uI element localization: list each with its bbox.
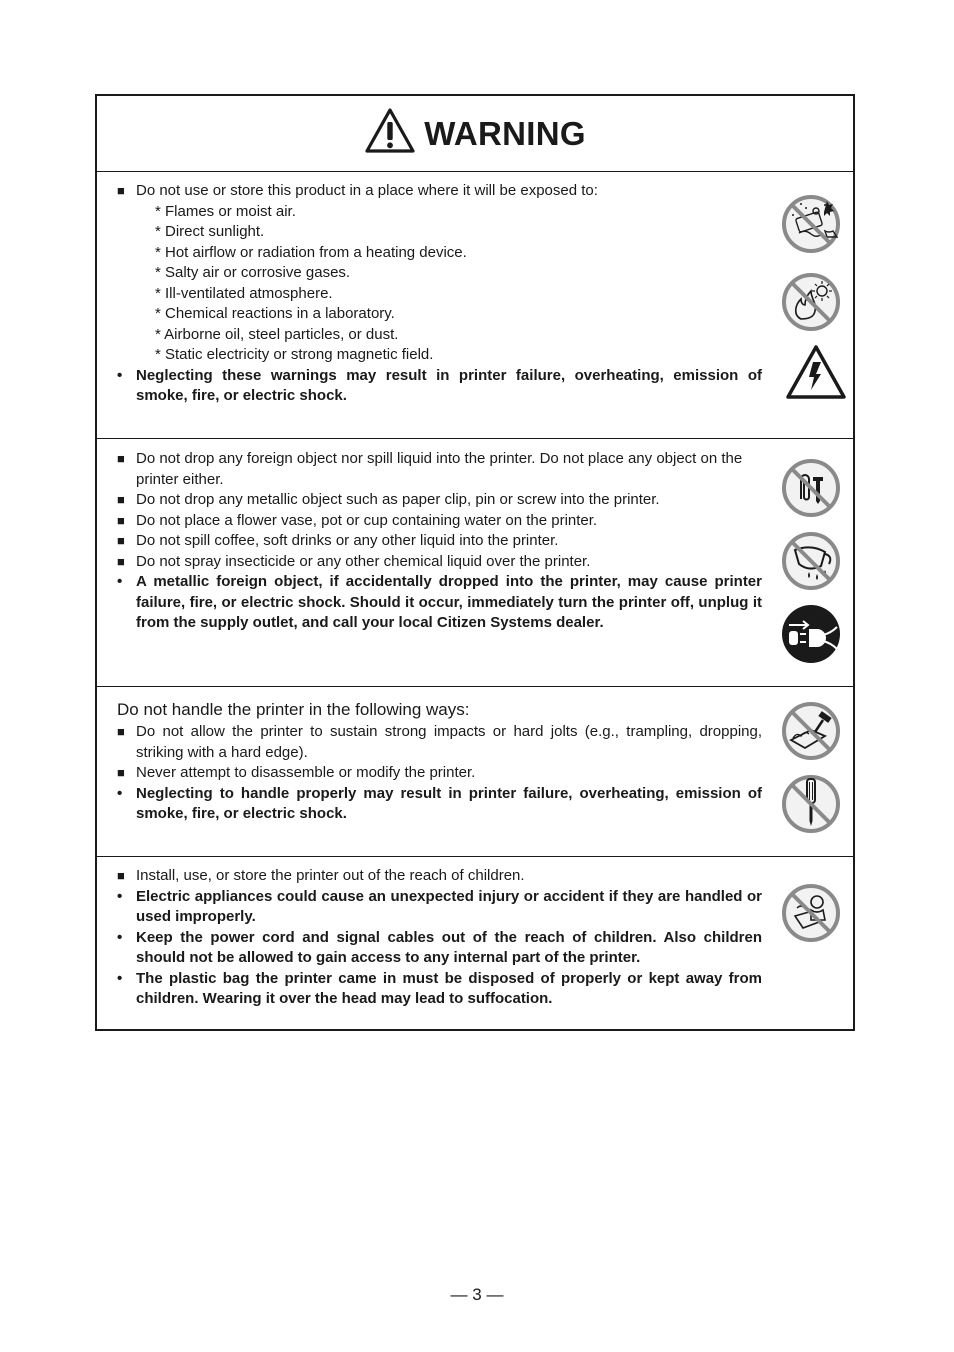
list-item: * Direct sunlight. xyxy=(155,223,265,240)
section-handling xyxy=(97,687,853,857)
square-bullet-icon: ■ xyxy=(117,765,125,780)
dot-bullet-icon: • xyxy=(117,366,123,384)
handling-intro: Do not handle the printer in the following ways: xyxy=(117,700,470,719)
no-metal-objects-icon xyxy=(781,457,843,519)
dot-bullet-icon: • xyxy=(117,887,123,905)
section-children xyxy=(97,857,853,1030)
warning-box xyxy=(95,94,855,1031)
exposure-list xyxy=(117,202,762,366)
list-item: ■ Do not place a flower vase, pot or cup containing water on the printer. xyxy=(117,511,762,532)
list-item: ■ Never attempt to disassemble or modify the printer. xyxy=(117,763,762,784)
square-bullet-icon: ■ xyxy=(117,492,125,507)
square-bullet-icon: ■ xyxy=(117,451,125,466)
list-item: * Airborne oil, steel particles, or dust. xyxy=(155,325,399,343)
list-item: ■ Do not drop any metallic object such as paper clip, pin or screw into the printer. xyxy=(117,490,762,511)
section-environment xyxy=(97,172,853,439)
square-bullet-icon: ■ xyxy=(117,183,125,198)
unplug-icon xyxy=(781,603,843,665)
no-impact-icon xyxy=(781,700,843,762)
square-bullet-icon: ■ xyxy=(117,868,125,883)
square-bullet-icon: ■ xyxy=(117,553,125,569)
section-handling-text xyxy=(117,699,762,825)
warning-note: • Keep the power cord and signal cables out of the reach of children. Also children should not be allowed to gain access to any internal part of the printer. xyxy=(117,928,762,969)
warning-header xyxy=(97,96,853,172)
warning-note: • Neglecting to handle properly may result in printer failure, overheating, emission of smoke, fire, or electric shock. xyxy=(117,784,762,825)
list-item: * Salty air or corrosive gases. xyxy=(155,264,351,281)
list-item: ■ Do not use or store this product in a place where it will be exposed to: xyxy=(117,181,762,202)
dot-bullet-icon: • xyxy=(117,784,123,802)
no-disassembly-icon xyxy=(781,773,843,835)
dot-bullet-icon: • xyxy=(117,573,123,590)
square-bullet-icon: ■ xyxy=(117,724,125,739)
section-environment-text xyxy=(117,181,762,407)
keep-from-children-icon xyxy=(781,882,843,944)
list-item: * Static electricity or strong magnetic field. xyxy=(155,346,434,363)
warning-triangle-icon xyxy=(364,107,416,155)
dot-bullet-icon: • xyxy=(117,969,123,987)
list-item: ■ Do not spray insecticide or any other chemical liquid over the printer. xyxy=(117,552,762,573)
section-foreign-objects xyxy=(97,439,853,687)
list-item: ■ Install, use, or store the printer out of the reach of children. xyxy=(117,866,762,887)
no-moisture-icon xyxy=(781,193,843,255)
no-fire-sunlight-icon xyxy=(781,271,843,333)
warning-note: • Electric appliances could cause an unexpected injury or accident if they are handled or used improperly. xyxy=(117,887,762,928)
square-bullet-icon: ■ xyxy=(117,512,125,528)
list-item: ■ Do not allow the printer to sustain strong impacts or hard jolts (e.g., trampling, dropping, striking with a hard edge). xyxy=(117,722,762,763)
dot-bullet-icon: • xyxy=(117,928,123,946)
no-liquid-spill-icon xyxy=(781,530,843,592)
page-title: WARNING xyxy=(424,114,586,152)
electric-shock-icon xyxy=(785,344,847,400)
square-bullet-icon: ■ xyxy=(117,533,125,548)
section-children-text xyxy=(117,866,762,1010)
warning-note: • The plastic bag the printer came in must be disposed of properly or kept away from children. Wearing it over the head may lead to suffocation. xyxy=(117,969,762,1010)
list-item: * Flames or moist air. xyxy=(155,202,296,220)
warning-note: • A metallic foreign object, if accidentally dropped into the printer, may cause printer failure, fire, or electric shock. Should it occur, immediately turn the printer off, unplug it from the supply outlet, and call your local Citizen Systems dealer. xyxy=(117,572,762,634)
list-item: ■ Do not drop any foreign object nor spill liquid into the printer. Do not place any object on the printer either. xyxy=(117,449,762,490)
page-number: — 3 — xyxy=(450,1285,504,1304)
list-item: * Ill-ventilated atmosphere. xyxy=(155,284,333,302)
section-foreign-objects-text xyxy=(117,449,762,634)
list-item: ■ Do not spill coffee, soft drinks or any other liquid into the printer. xyxy=(117,531,762,552)
list-item: * Hot airflow or radiation from a heating device. xyxy=(155,243,467,261)
warning-note: • Neglecting these warnings may result in printer failure, overheating, emission of smoke, fire, or electric shock. xyxy=(117,366,762,407)
list-item: * Chemical reactions in a laboratory. xyxy=(155,305,395,322)
